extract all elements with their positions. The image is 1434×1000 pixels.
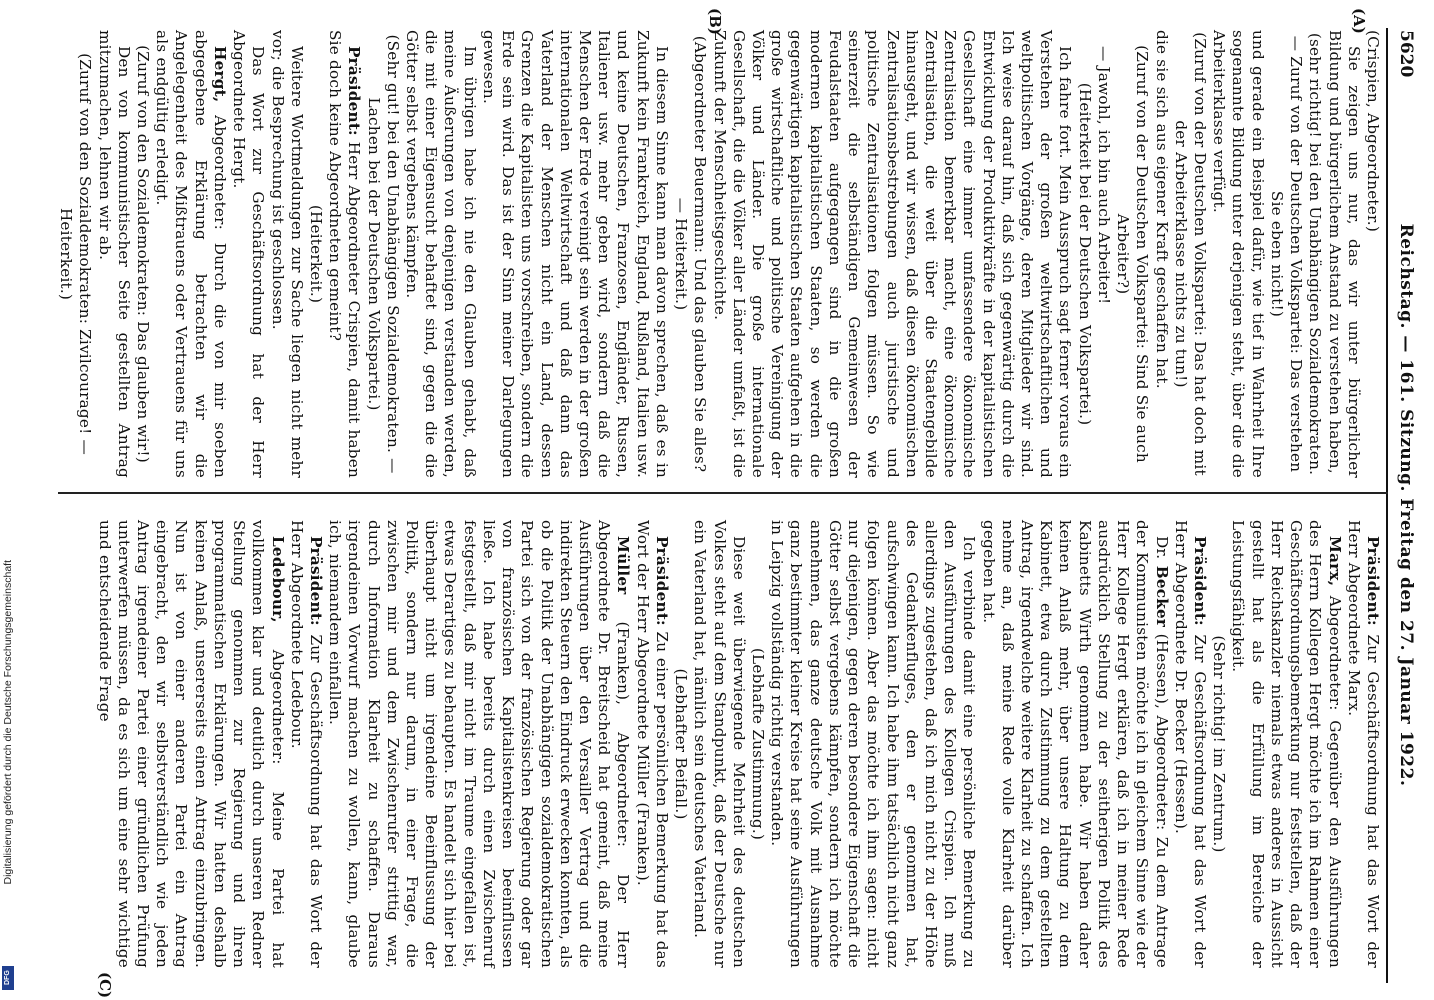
paragraph: Diese weit überwiegende Mehrheit des deutschen Volkes steht auf dem Standpunkt, daß der Deutsche nur ein Vaterland hat, nämlich sein deutsches Vaterland. xyxy=(691,520,748,968)
paragraph: die sie sich aus eigener Kraft geschaffen hat. xyxy=(1152,30,1171,389)
speaker-name: Präsident: xyxy=(1364,536,1382,626)
paragraph: Dr. Becker (Hessen), Abgeordneter: Zu dem Antrage der Kommunisten möchte ich in gleichem Sinne wie der Herr Kollege Hergt erklären, daß ich in meiner Rede ausdrücklich Stellung zu der seitherigen Politik des Kabinetts Wirth genommen habe. Wir haben daher keinen Anlaß mehr, über unsere Haltung zu dem Kabinett, etwa durch Zustimmung zu dem gestellten Antrag, irgendwelche weitere Klarheit zu schaffen. Ich nehme an, daß meine Rede volle Klarheit darüber gegeben hat. xyxy=(979,520,1171,968)
paragraph: und gerade ein Beispiel dafür, wie tief in Wahrheit Ihre sogenannte Bildung unter derjenigen steht, über die die Arbeiterklasse verfügt. xyxy=(1210,30,1267,478)
interjection: (Lebhafte Zustimmung.) xyxy=(749,647,767,841)
interjection: (Sehr gut! bei den Unabhängigen Sozialdemokraten. — Lachen bei der Deutschen Volkspartei.) xyxy=(364,34,402,474)
interjection: (Zuruf von den Sozialdemokraten: Zivilcourage! — Heiterkeit.) xyxy=(57,53,95,455)
page-title: Reichstag. — 161. Sitzung. Freitag den 27. Januar 1922. xyxy=(1396,223,1416,787)
page-number: 5620 xyxy=(1396,30,1416,78)
dfg-logo-text: DFG xyxy=(4,970,11,986)
speaker-name: Präsident: xyxy=(306,536,325,626)
paragraph: Weitere Wortmeldungen zur Sache liegen nicht mehr vor; die Besprechung ist geschlossen. xyxy=(268,30,306,478)
digitization-credit xyxy=(2,560,12,990)
paragraph: Präsident: Herr Abgeordneter Crispien, damit haben Sie doch keine Abgeordneten gemeint? xyxy=(326,30,364,478)
paragraph: Präsident: Zur Geschäftsordnung hat das Wort der Herr Abgeordnete Marx. xyxy=(1344,520,1382,968)
marker-a: (A) xyxy=(1350,8,1368,34)
speaker-name: Müller xyxy=(614,536,633,595)
paragraph: — Jawohl, ich bin auch Arbeiter! xyxy=(1094,46,1113,305)
paragraph: Müller (Franken), Abgeordneter: Der Herr Abgeordnete Dr. Breitscheid hat gemeint, daß meine Ausführungen über den Versailler Vertrag und die indirekten Steuern den Eindruck erwecken konnten, als ob die Politik der Unabhängigen sozialdemokratischen Partei sich von der französischen Regierung oder gar von französischen Kapitalistenkreisen beeinflussen ließe. Ich habe bereits durch einen Zwischenruf festgestellt, daß mir nicht im Traume eingefallen ist, etwas Derartiges zu behaupten. Es handelt sich hier bei überhaupt nicht um irgendeine Beeinflussung der Politik, sondern nur darum, in einer Frage, die zwischen mir und dem Zwischenrufer strittig war, durch Information Klarheit zu schaffen. Daraus irgendeinen Vorwurf machen zu wollen, kann, glaube ich, niemandem einfallen. xyxy=(326,520,633,968)
credit-text: Digitalisierung gefördert durch die Deutsche Forschungsgemeinschaft xyxy=(2,560,14,885)
paragraph: Ledebour, Abgeordneter: Meine Partei hat vollkommen klar und deutlich durch unseren Redner Stellung genommen zur Regierung und ihren programmatischen Erklärungen. Wir hatten deshalb keinen Anlaß, unsererseits einen Antrag einzubringen. Nun ist von einer anderen Partei ein Antrag eingebracht, den wir selbstverständlich wie jeden Antrag irgendeiner Partei einer gründlichen Prüfung unterwerfen müssen, da es sich um eine sehr wichtige und entscheidende Frage xyxy=(95,520,287,968)
dfg-logo xyxy=(2,966,14,990)
paragraph: Präsident: Zur Geschäftsordnung hat das Wort der Herr Abgeordnete Dr. Becker (Hessen). xyxy=(1171,520,1210,968)
interjection: (Sehr richtig! im Zentrum.) xyxy=(1210,635,1229,853)
marker-c: (C) xyxy=(96,972,114,999)
interjection: (Abgeordneter Beuermann: Und das glauben Sie alles? — Heiterkeit.) xyxy=(672,35,710,473)
paragraph: Im übrigen habe ich nie den Glauben gehabt, daß meine Äußerungen von denjenigen verstanden werden, die mit einer Eigensucht behaftet sind, gegen die die Götter selbst vergebens kämpfen. xyxy=(403,30,479,478)
paragraph: Ich verbinde damit eine persönliche Bemerkung zu den Ausführungen des Kollegen Crispien. Ich muß allerdings zugestehen, daß ich mich nicht zu der Höhe des Gedankenfluges, den er genommen hat, aufschwingen kann. Ich habe ihm tatsächlich nicht ganz folgen können. Aber das möchte ich ihm sagen: nicht nur diejenigen, gegen deren besondere Eigenschaft die Götter selbst vergebens kämpfen, sondern ich möchte annehmen, das ganze deutsche Volk mit Ausnahme ganz bestimmter kleiner Kreise hat seine Ausführungen in Leipzig vollständig richtig verstanden. xyxy=(768,520,979,968)
speaker-name: Ledebour, xyxy=(268,536,287,623)
page-header xyxy=(1388,30,1416,980)
interjection: (Heiterkeit bei der Deutschen Volkspartei.) xyxy=(1075,82,1094,426)
interjection: (sehr richtig! bei den Unabhängigen Sozialdemokraten. — Zuruf von der Deutschen Volkspartei: Das verstehen Sie eben nicht!) xyxy=(1267,32,1325,476)
speaker-name: Hergt, xyxy=(210,46,229,103)
paragraph: Präsident: Zu einer persönlichen Bemerkung hat das Wort der Herr Abgeordnete Müller (Franken). xyxy=(633,520,671,968)
interjection: (Zuruf von den Sozialdemokraten: Das glauben wir!) xyxy=(134,45,152,463)
interjection: (Zuruf von der Deutschen Volkspartei: Das hat doch mit der Arbeiterklasse nichts zu tun!) xyxy=(1171,32,1210,476)
paragraph: Hergt, Abgeordneter: Durch die von mir soeben abgegebene Erklärung betrachten wir die Angelegenheit des Mißtrauens oder Vertrauens für uns als endgültig erledigt. xyxy=(153,30,229,478)
speaker-name: Becker xyxy=(1152,565,1171,628)
column-divider xyxy=(58,492,1388,494)
header-rule xyxy=(1386,28,1388,983)
interjection: (Zuruf von der Deutschen Volkspartei: Sind Sie auch Arbeiter?) xyxy=(1114,45,1152,463)
speaker-name: Präsident: xyxy=(652,536,671,626)
paragraph: Ich fahre fort. Mein Ausspruch sagt ferner voraus ein Verstehen der großen weltwirtschaftlichen und weltpolitischen Vorgänge, deren Mitglieder wir sind. Ich weise darauf hin, daß sich gegenwärtig durch die Entwicklung der Produktivkräfte in der kapitalistischen Gesellschaft eine immer umfassendere ökonomische Zentralisation bemerkbar macht, eine ökonomische Zentralisation, die weit über die Staatengebilde hinausgeht, und wir wissen, daß diesen ökonomischen Zentralisationsbestrebungen auch juristische und politische Zentralisationen folgen müssen. So wie seinerzeit die selbständigen Gemeinwesen der Feudalstaaten aufgegangen sind in die großen modernen kapitalistischen Staaten, so werden die gegenwärtigen kapitalistischen Staaten aufgehen in die große wirtschaftliche und politische Vereinigung der Völker und Länder. Die große internationale Gesellschaft, die die Völker aller Länder umfaßt, ist die Zukunft der Menschheitsgeschichte. xyxy=(710,30,1075,478)
paragraph: Sie zeigen uns nur, das wir unter bürgerlicher Bildung und bürgerlichem Anstand zu verstehen haben, xyxy=(1325,30,1363,478)
speaker-name: Präsident: xyxy=(1191,536,1210,626)
left-column xyxy=(56,30,1382,478)
marker-b: (B) xyxy=(706,8,724,35)
paragraph: Das Wort zur Geschäftsordnung hat der Herr Abgeordnete Hergt. xyxy=(230,30,268,478)
interjection: (Heiterkeit.) xyxy=(306,204,325,304)
paragraph: Präsident: Zur Geschäftsordnung hat das Wort der Herr Abgeordnete Ledebour. xyxy=(287,520,325,968)
right-column xyxy=(94,520,1382,968)
paragraph: Marx, Abgeordneter: Gegenüber den Ausführungen des Herrn Kollegen Hergt möchte ich im Rahmen einer Geschäftsordnungsbemerkung nur feststellen, daß der Herr Reichskanzler niemals etwas anderes in Aussicht gestellt hat als die Erfüllung im Bereiche der Leistungsfähigkeit. xyxy=(1229,520,1344,968)
paragraph: In diesem Sinne kann man davon sprechen, daß es in Zukunft kein Frankreich, England, Rußland, Italien usw. und keine Deutschen, Franzosen, Engländer, Russen, Italiener usw. mehr geben wird, sondern daß die Menschen der Erde vereinigt sein werden in der großen internationalen Weltwirtschaft und daß dann das Vaterland der Menschen nicht ein Land, dessen Grenzen die Kapitalisten uns vorschreiben, sondern die Erde sein wird. Das ist der Sinn meiner Darlegungen gewesen. xyxy=(479,30,671,478)
speaker-name: Präsident: xyxy=(345,46,364,136)
speaker-name: Marx, xyxy=(1325,536,1344,587)
paragraph: Den von kommunistischer Seite gestellten Antrag mitzumachen, lehnen wir ab. xyxy=(95,30,133,478)
paragraph: (Crispien, Abgeordneter.) xyxy=(1364,30,1382,232)
interjection: (Lebhafter Beifall.) xyxy=(672,668,691,820)
